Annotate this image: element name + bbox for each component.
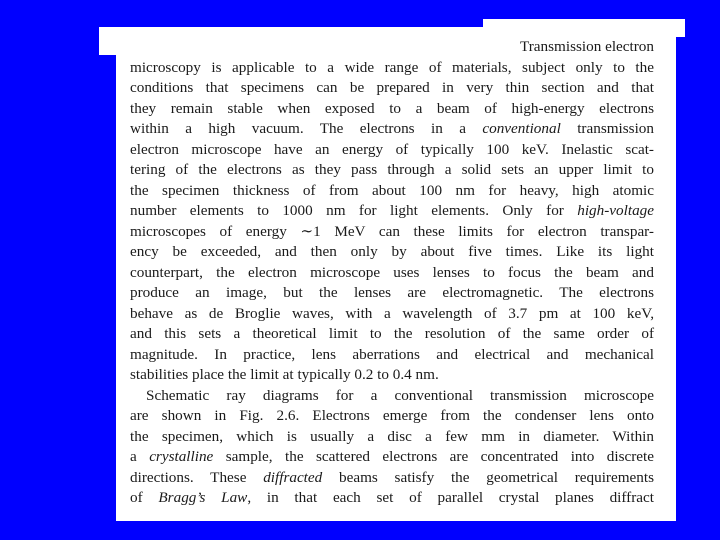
text-line-11: ency be exceeded, and then only by about five times. Like its light — [130, 243, 654, 260]
emphasis-high-voltage: high-voltage — [577, 202, 654, 219]
text-line-1: Transmission electron — [519, 38, 654, 55]
text-line-20: the specimen, which is usually a disc a few mm in diameter. Within — [130, 427, 654, 445]
text-line-15: and this sets a theoretical limit to the resolution of the same order of — [130, 325, 654, 342]
text-line-19: are shown in Fig. 2.6. Electrons emerge from the condenser lens onto — [130, 407, 654, 424]
text-line-4: they remain stable when exposed to a beam of high-energy electrons — [130, 99, 654, 117]
text-line-12: counterpart, the electron microscope uses lenses to focus the beam and — [130, 263, 654, 281]
text-line-2: microscopy is applicable to a wide range of materials, subject only to the — [130, 58, 654, 76]
text-line-21: a crystalline sample, the scattered electrons are concentrated into discrete — [130, 448, 654, 465]
text-line-3: conditions that specimens can be prepared in very thin section and that — [130, 79, 654, 96]
emphasis-conventional: conventional — [482, 120, 561, 137]
emphasis-braggs-law: Bragg’s Law — [158, 489, 248, 506]
text-line-13: produce an image, but the lenses are electromagnetic. The electrons — [130, 284, 654, 301]
text-line-7: tering of the electrons as they pass through a solid sets an upper limit to — [130, 161, 654, 178]
text-line-5: within a high vacuum. The electrons in a conventional transmission — [130, 120, 654, 137]
text-line-10: microscopes of energy ∼1 MeV can these limits for electron transpar- — [130, 222, 654, 240]
text-line-17: stabilities place the limit at typically 0.2 to 0.4 nm. — [130, 366, 439, 383]
emphasis-diffracted: diffracted — [263, 468, 323, 486]
text-line-22: directions. These diffracted beams satisfy the geometrical requirements — [130, 468, 654, 486]
emphasis-crystalline: crystalline — [149, 448, 214, 465]
text-line-6: electron microscope have an energy of typically 100 keV. Inelastic scat- — [130, 140, 654, 158]
text-line-9: number elements to 1000 nm for light elements. Only for high-voltage — [130, 202, 654, 219]
document-text — [130, 37, 654, 509]
text-line-23: of Bragg’s Law, in that each set of parallel crystal planes diffract — [130, 489, 655, 506]
text-line-18: Schematic ray diagrams for a conventional transmission microscope — [146, 386, 654, 404]
text-line-8: the specimen thickness of from about 100 nm for heavy, high atomic — [130, 181, 654, 199]
text-line-14: behave as de Broglie waves, with a wavelength of 3.7 pm at 100 keV, — [130, 304, 654, 322]
text-line-16: magnitude. In practice, lens aberrations and electrical and mechanical — [130, 345, 654, 363]
